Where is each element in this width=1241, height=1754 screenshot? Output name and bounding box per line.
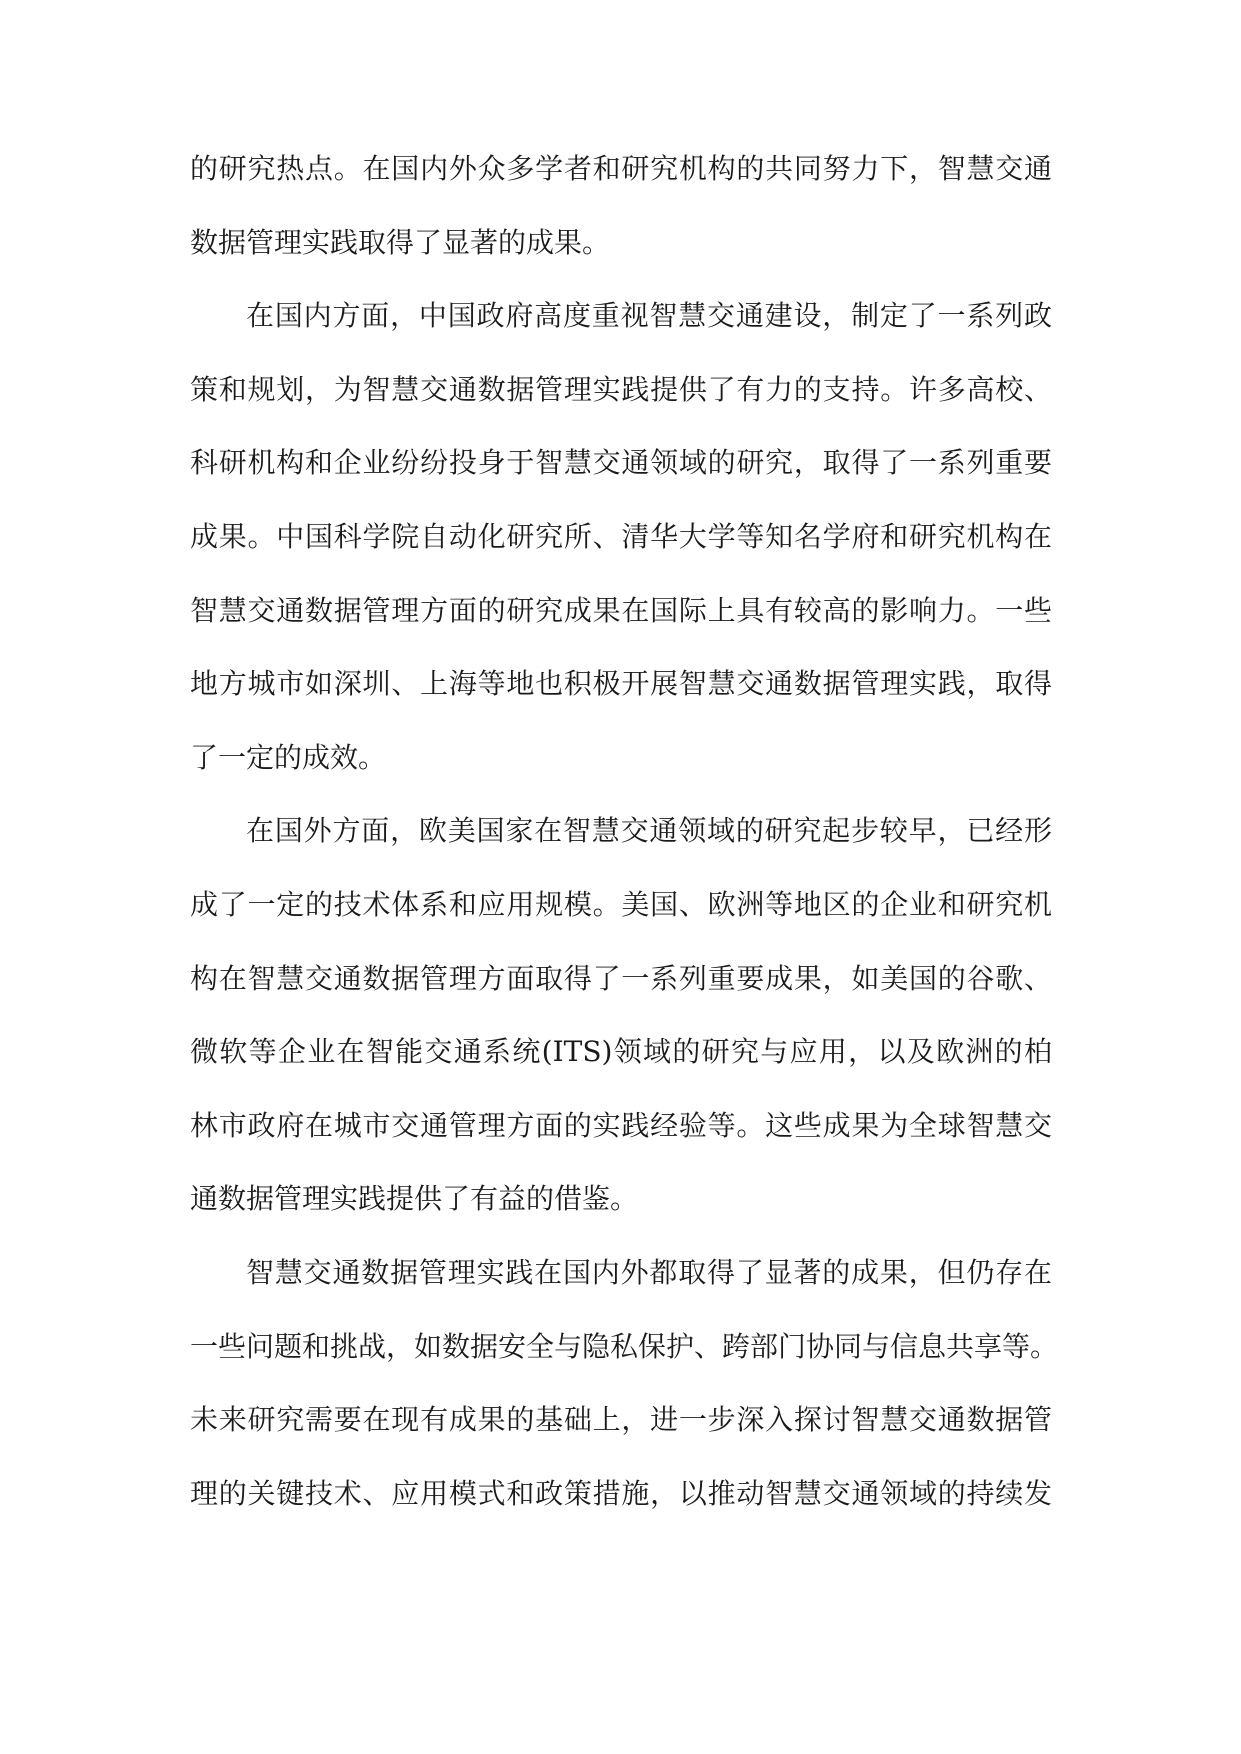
paragraph-line: 成了一定的技术体系和应用规模。美国、欧洲等地区的企业和研究机 [190,887,1052,921]
paragraph-line: 未来研究需要在现有成果的基础上，进一步深入探讨智慧交通数据管 [190,1403,1052,1437]
paragraph-line: 通数据管理实践提供了有益的借鉴。 [190,1182,639,1216]
paragraph-line: 林市政府在城市交通管理方面的实践经验等。这些成果为全球智慧交 [190,1108,1052,1142]
paragraph-line: 在国内方面，中国政府高度重视智慧交通建设，制定了一系列政 [246,299,1052,333]
paragraph-line: 理的关键技术、应用模式和政策措施，以推动智慧交通领域的持续发 [190,1476,1052,1510]
paragraph-line: 智慧交通数据管理方面的研究成果在国际上具有较高的影响力。一些 [190,593,1052,627]
paragraph-line: 的研究热点。在国内外众多学者和研究机构的共同努力下，智慧交通 [190,152,1052,185]
paragraph-line: 了一定的成效。 [190,740,387,774]
paragraph-line: 微软等企业在智能交通系统(ITS)领域的研究与应用，以及欧洲的柏 [190,1035,1052,1069]
paragraph-line: 地方城市如深圳、上海等地也积极开展智慧交通数据管理实践，取得 [190,667,1052,701]
paragraph-line: 数据管理实践取得了显著的成果。 [190,225,611,259]
paragraph-line: 成果。中国科学院自动化研究所、清华大学等知名学府和研究机构在 [190,519,1052,553]
paragraph-line: 策和规划，为智慧交通数据管理实践提供了有力的支持。许多高校、 [190,372,1052,406]
paragraph-line: 在国外方面，欧美国家在智慧交通领域的研究起步较早，已经形 [246,814,1052,848]
paragraph-line: 构在智慧交通数据管理方面取得了一系列重要成果，如美国的谷歌、 [190,961,1052,995]
paragraph-line: 一些问题和挑战，如数据安全与隐私保护、跨部门协同与信息共享等。 [190,1329,1059,1363]
paragraph-line: 科研机构和企业纷纷投身于智慧交通领域的研究，取得了一系列重要 [190,446,1052,480]
body-text [190,132,1059,1530]
paragraph-line: 智慧交通数据管理实践在国内外都取得了显著的成果，但仍存在 [246,1255,1052,1289]
